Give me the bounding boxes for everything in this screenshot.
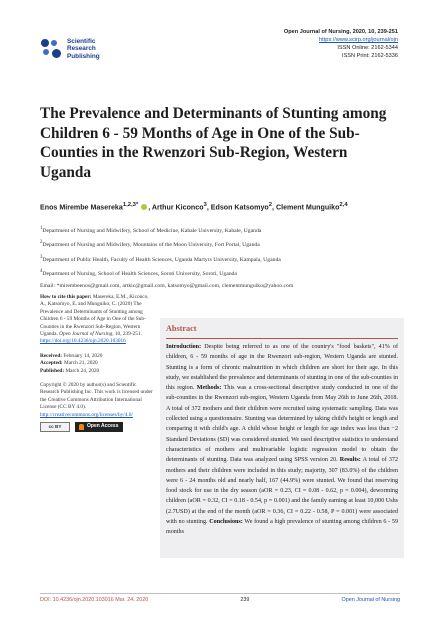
journal-info	[284, 28, 398, 60]
copyright-block	[40, 382, 155, 432]
journal-url-link[interactable]: https://www.scirp.org/journal/ojn	[319, 37, 398, 43]
email-addresses[interactable]: *mirembeenos@gmail.com, artkic@gmail.com, katsomyo@gmail.com, clementmunguiko@yahoo.com	[56, 282, 294, 289]
affiliation-item: $^1$Department of Nursing and Midwifery, School of Medicine, Kabale University, Kabale, Uganda	[40, 226, 262, 234]
cite-journal: Open Journal of Nursing	[59, 331, 113, 338]
publisher-name-line3: Publishing	[67, 52, 100, 60]
email-line	[40, 281, 400, 293]
author-1-affil: 1,2,3*	[122, 202, 139, 208]
cite-text: Masereka, E.M., Kiconco, A., Katsomyo, E. and Munguiko, C. (2020) The Prevalence and Determinants of Stunting among Children 6 - 59 Months of Age in One of the Sub-Counties in the Rwenzori Sub-Region, Western Uganda.	[40, 294, 149, 338]
open-access-badge[interactable]: Open Access	[75, 422, 123, 432]
intro-label: Introduction:	[166, 344, 202, 350]
published-date: March 24, 2020	[65, 367, 100, 374]
copyright-text: Copyright © 2020 by author(s) and Scientific Research Publishing Inc. This work is licensed under the Creative Commons Attribution International License (CC BY 4.0).	[40, 382, 153, 411]
affiliation-item: $^2$Department of Nursing and Midwifery, Mountains of the Moon University, Fort Portal, Uganda	[40, 240, 260, 249]
methods-text: This was a cross-sectional descriptive study conducted in one of the sub-counties in the Rwenzori sub-region, Western Uganda from May 26th to June 26th, 2018. A total of 372 mothers and their children were recruited using systematic sampling. Data was collected using a questionnaire. Stunting was determined by taking child's height or length and comparing it with child's age. A child whose height or length for age index was less than −2 Standard Deviations (SD) was considered stunted. We used descriptive statistics to understand characteristics of mothers and multivariable logistic regression model to obtain the determinants of stunting. Data was analyzed using SPSS version 20.	[166, 385, 398, 464]
abstract-heading: Abstract	[166, 324, 197, 333]
issn-online: ISSN Online: 2162-5344	[337, 45, 398, 51]
citation-block	[40, 294, 155, 346]
cc-by-badge[interactable]: cc BY	[40, 422, 70, 432]
issn-print: ISSN Print: 2162-5336	[342, 53, 398, 59]
footer-doi[interactable]: DOI: 10.4236/ojn.2020.103016 Mar. 24, 2020	[40, 597, 149, 603]
author-2-affil: 3	[203, 202, 207, 208]
results-text: A total of 372 mothers and their children were included in this study; majority, 307 (83.0%) of the children were 6 - 24 months old and nearly half, 167 (44.9%) were stunted. We found that reserving food stock for use in the dry season (aOR = 0.23, CI = 0.08 - 0.62, p = 0.004), deworming children (aOR = 0.32, CI = 0.18 - 0.54, p = 0.001) and the family earning at least 10,000 Ushs (2.7USD) at the end of the month (aOR = 0.36, CI = 0.22 - 0.58, P = 0.001) were associated with no stunting.	[166, 457, 399, 526]
conclusions-text: We found a high prevalence of stunting among children 6 - 59 months	[166, 519, 398, 536]
page-number: 239	[240, 597, 250, 603]
methods-label: Methods:	[196, 385, 222, 392]
affiliation-item: $^4$Department of Nursing, School of Health Sciences, Soroti University, Soroti, Uganda	[40, 269, 237, 278]
cite-label: How to cite this paper:	[40, 294, 92, 300]
author-3-affil: 2	[268, 202, 273, 208]
publisher-name-line2: Research	[67, 45, 96, 53]
affiliation-item: $^3$Department of Public Health, Faculty of Health Sciences, Uganda Martyrs University, Kampala, Uganda	[40, 254, 281, 263]
intro-text: Despite being referred to as one of the country's "food baskets", 41% of children, 6 - 59 months of age in the Rwenzori sub-region, Western Uganda are stunted. Stunting is a form of chronic malnutrition in which children are short for their age. In this study, we established the prevalence and determinants of stunting in one of the sub-counties in this region.	[166, 344, 398, 392]
accepted-date: March 21, 2020	[63, 360, 98, 367]
abstract-panel	[160, 318, 404, 558]
author-3[interactable]: , Edson Katsomyo	[206, 203, 269, 212]
affiliations	[40, 223, 400, 292]
author-4[interactable]: , Clement Munguiko	[272, 203, 340, 212]
article-info-column	[40, 294, 155, 439]
results-label: Results:	[339, 457, 361, 464]
page-header	[0, 0, 440, 70]
author-2[interactable]: , Arthur Kiconco	[148, 203, 204, 212]
conclusions-label: Conclusions:	[209, 519, 243, 526]
author-list	[40, 202, 400, 211]
received-date: February 14, 2020	[63, 352, 103, 359]
journal-citation: Open Journal of Nursing, 2020, 10, 239-251	[283, 29, 398, 35]
abstract-divider	[166, 338, 398, 339]
author-4-affil: 2,4	[339, 202, 348, 208]
abstract-body	[166, 342, 398, 538]
email-label: Email:	[40, 282, 56, 289]
page-footer	[40, 597, 400, 603]
publisher-name-line1: Scientific	[67, 38, 96, 46]
orcid-icon[interactable]	[141, 204, 147, 210]
cite-volume: , 10, 239-251.	[112, 331, 142, 338]
license-link[interactable]: http://creativecommons.org/licenses/by/4.0/	[40, 411, 133, 418]
footer-journal: Open Journal of Nursing	[341, 597, 400, 603]
publisher-logo	[40, 38, 100, 60]
paper-title: The Prevalence and Determinants of Stunting among Children 6 - 59 Months of Age in One of the Sub-Counties in the Rwenzori Sub-Region, Western Uganda	[40, 105, 387, 181]
dates-block: Received: February 14, 2020 Accepted: March 21, 2020 Published: March 24, 2020	[40, 352, 103, 374]
author-1[interactable]: Enos Mirembe Masereka	[40, 203, 123, 212]
scirp-logo-icon	[40, 38, 62, 60]
footer-divider	[40, 593, 400, 594]
cite-doi-link[interactable]: https://doi.org/10.4236/ojn.2020.103016	[40, 338, 126, 345]
open-lock-icon	[79, 424, 84, 430]
